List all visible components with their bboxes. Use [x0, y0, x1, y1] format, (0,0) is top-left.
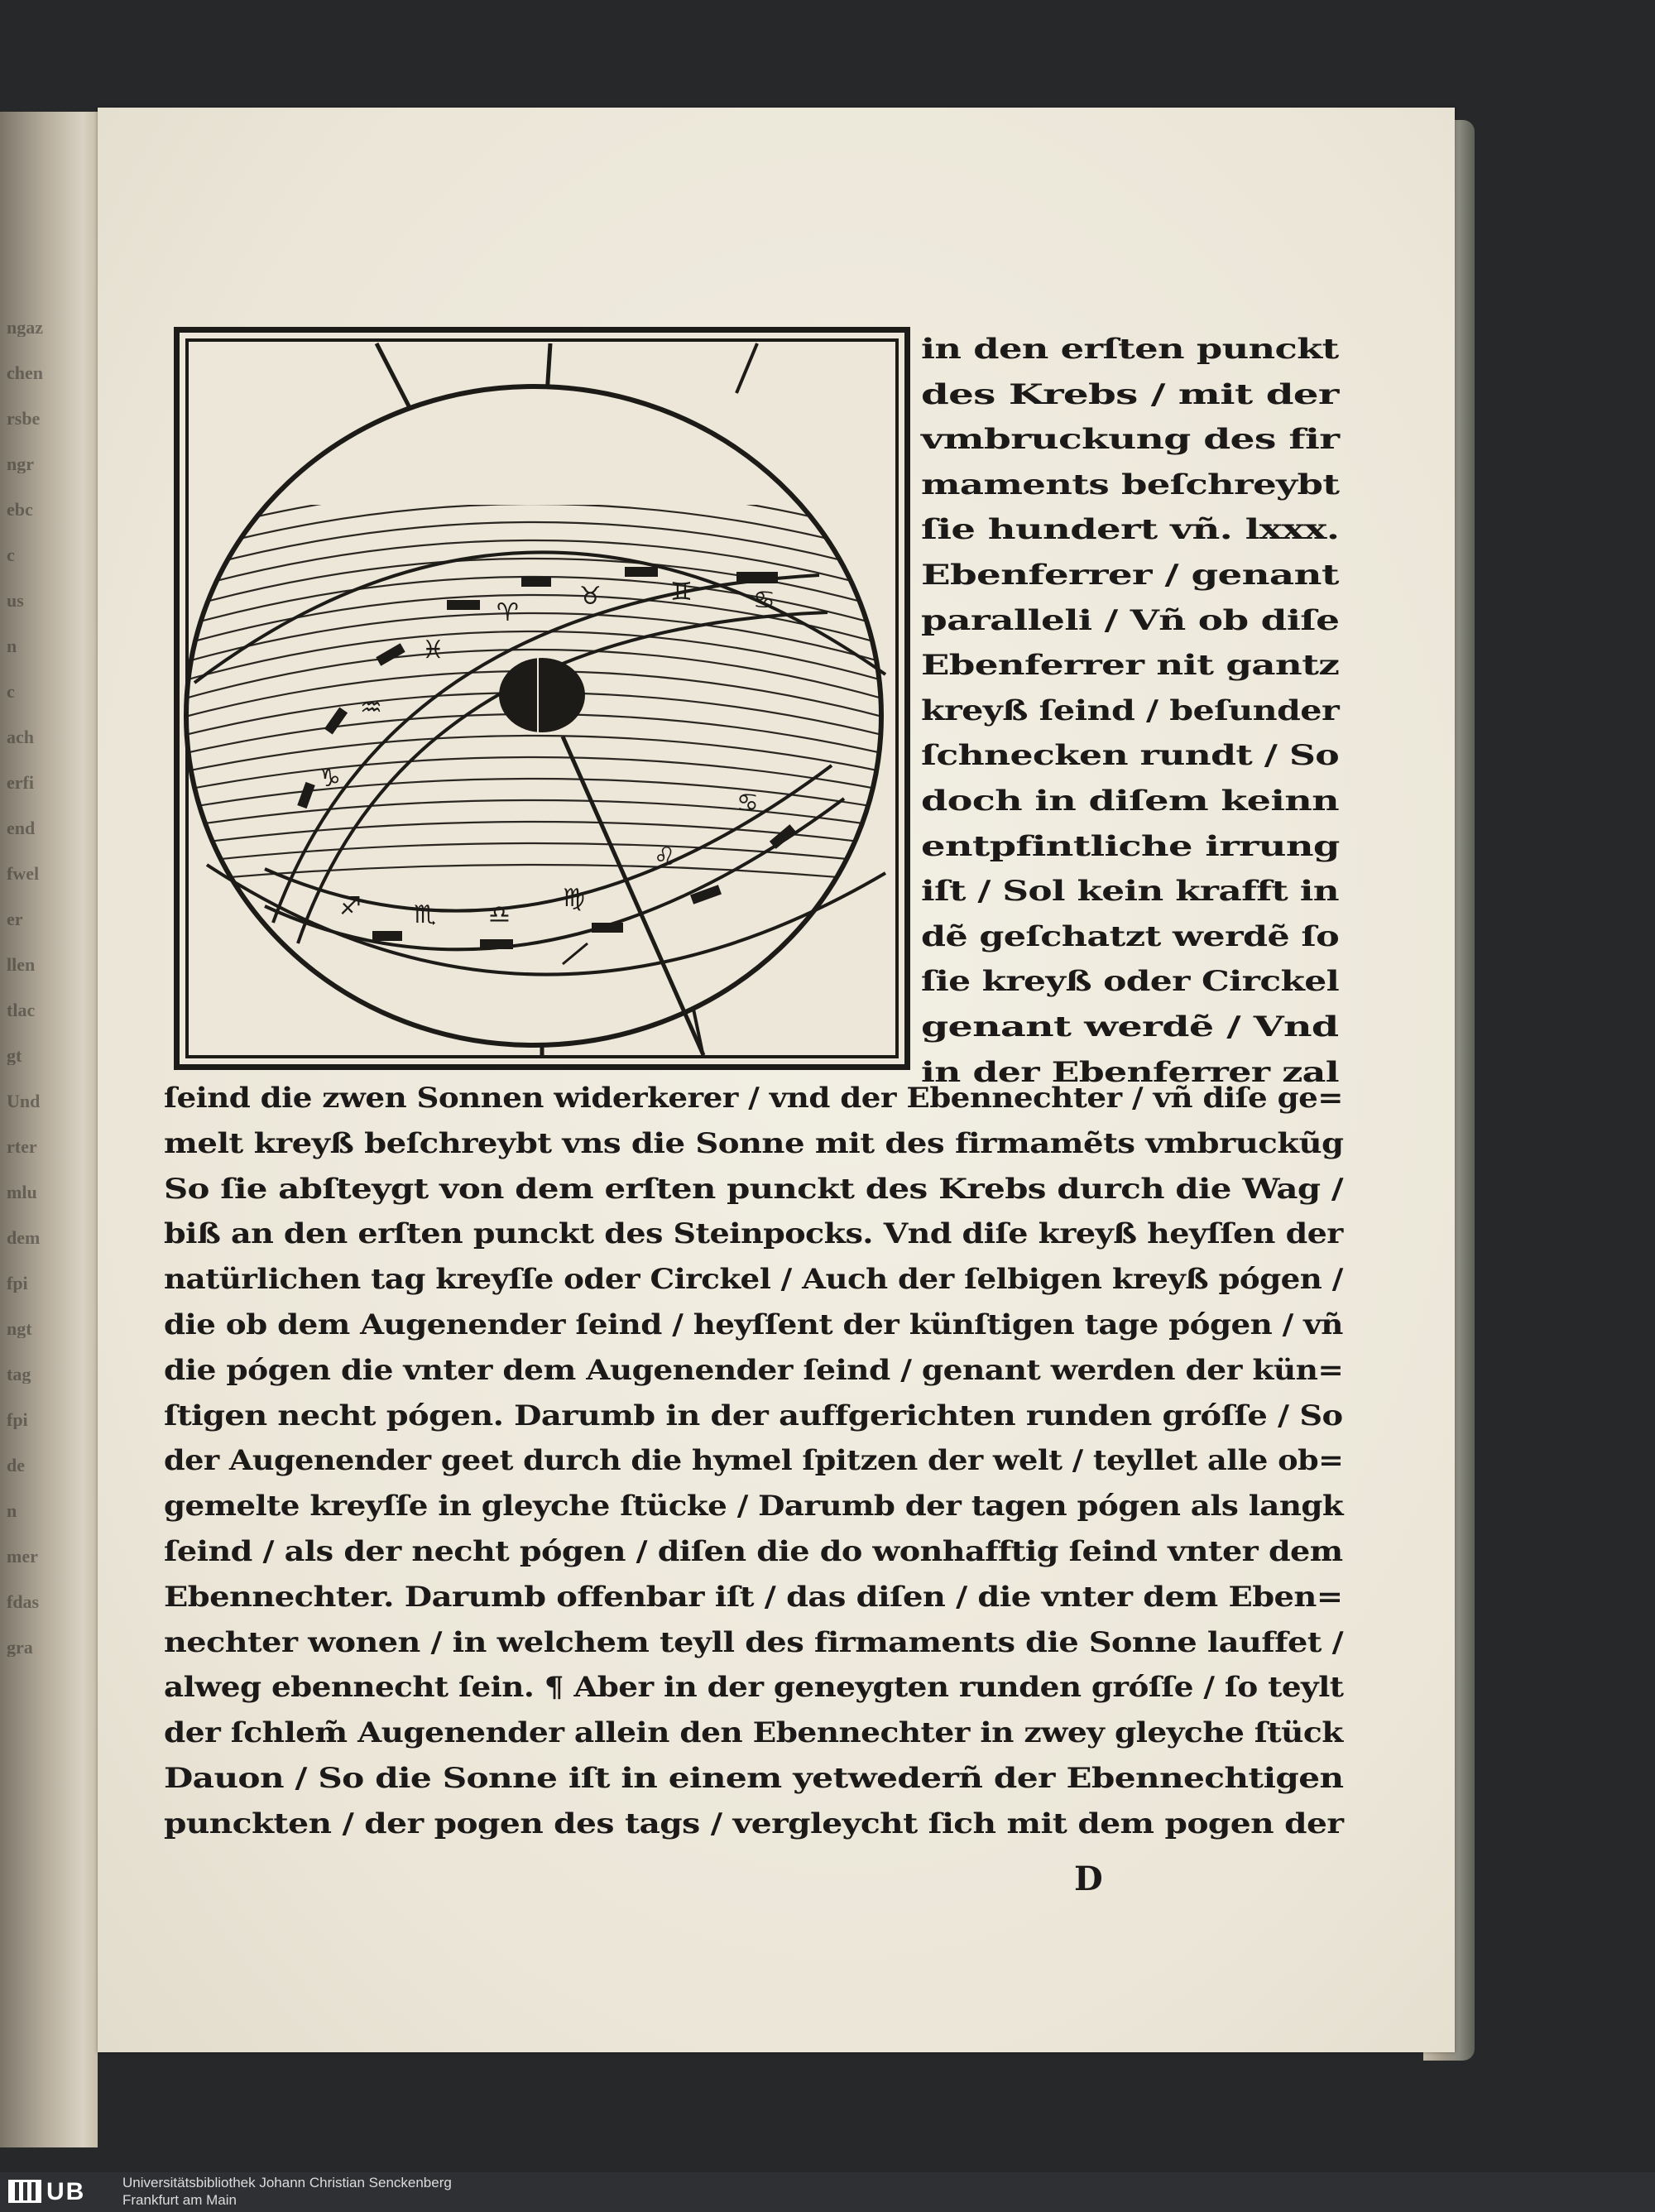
earth-globe — [499, 658, 585, 732]
zodiac-sign-capricorn: ♑ — [319, 764, 341, 793]
side-text-line: in den erſten punckt — [921, 333, 1339, 366]
zodiac-sign-virgo: ♍ — [563, 884, 585, 913]
side-text-line: entpfintliche irrung — [921, 829, 1340, 863]
zodiac-sign-scorpio: ♏ — [414, 900, 436, 929]
side-text-line: iſt / Sol kein krafft in — [921, 875, 1339, 909]
body-text-line: natürlichen tag kreyſſe oder Circkel / Auch der ſelbigen kreyß pógen / — [164, 1263, 1343, 1297]
left-page-fragment: rter — [7, 1138, 37, 1156]
zodiac-sign-gemini: ♊ — [670, 578, 693, 607]
ub-logo-icon — [8, 2180, 41, 2203]
side-text-line: dẽ geſchatzt werdẽ ſo — [921, 919, 1340, 953]
zodiac-sign-pisces: ♓ — [422, 636, 444, 665]
left-page-fragment: tag — [7, 1365, 31, 1384]
left-page-fragment: gt — [7, 1047, 22, 1065]
left-page-edge — [0, 112, 98, 2147]
zodiac-sign-aries: ♈ — [496, 598, 519, 627]
body-text-line: gemelte kreyſſe in gleyche ſtücke / Darumb der tagen pógen als langk — [164, 1490, 1344, 1523]
side-text-line: kreyß ſeind / beſunder — [921, 693, 1340, 727]
body-text-line: biß an den erſten punckt des Steinpocks. Vnd diſe kreyß heyſſen der — [164, 1217, 1343, 1251]
left-page-fragment: fwel — [7, 865, 40, 883]
side-text-line: des Krebs / mit der — [921, 377, 1339, 411]
body-text-line: ſeind die zwen Sonnen widerkerer / vnd der Ebennechter / vñ diſe ge= — [164, 1082, 1343, 1115]
left-page-fragment: fdas — [7, 1593, 40, 1611]
full-text-column — [164, 1076, 1355, 1847]
body-text-line: der Augenender geet durch die hymel ſpitzen der welt / teyllet alle ob= — [164, 1444, 1344, 1478]
left-page-fragment: us — [7, 592, 24, 610]
left-page-fragment: end — [7, 819, 36, 837]
side-text-line: doch in diſem keinn — [921, 784, 1339, 818]
side-text-line: paralleli / Vñ ob diſe — [921, 603, 1340, 637]
left-page-fragment: fpi — [7, 1411, 28, 1429]
woodcut-illustration — [174, 327, 910, 1070]
left-page-fragment: ngr — [7, 455, 34, 473]
left-page-fragment: ach — [7, 728, 34, 746]
left-page-fragment: chen — [7, 364, 43, 382]
left-page-fragment: mlu — [7, 1183, 37, 1202]
side-text-line: ſie hundert vñ. lxxx. — [921, 513, 1340, 547]
institution-name: Universitätsbibliothek Johann Christian Senckenberg — [122, 2175, 452, 2190]
left-page-fragment: llen — [7, 956, 36, 974]
left-page-fragment: er — [7, 910, 23, 928]
left-page-fragment: Und — [7, 1092, 41, 1111]
zodiac-sign-cancer: ♋ — [753, 586, 775, 615]
side-text-line: ſchnecken rundt / So — [921, 739, 1340, 773]
body-text-line: Dauon / So die Sonne iſt in einem yetwederñ der Ebennechtigen — [164, 1761, 1344, 1795]
left-page-fragment: de — [7, 1456, 25, 1475]
body-text-line: nechter wonen / in welchem teyll des firmaments die Sonne lauffet / — [164, 1625, 1344, 1659]
body-text-line: die ob dem Augenender ſeind / heyſſent der künſtigen tage pógen / vñ — [164, 1308, 1343, 1341]
institution-city: Frankfurt am Main — [122, 2192, 237, 2208]
body-text-line: punckten / der pogen des tags / vergleycht ſich mit dem pogen der — [164, 1807, 1344, 1840]
left-page-fragment: ngt — [7, 1320, 32, 1338]
body-text-line: melt kreyß beſchreybt vns die Sonne mit des firmamẽts vmbruckũg — [164, 1126, 1344, 1160]
left-page-fragment: c — [7, 683, 15, 701]
side-text-line: maments beſchreybt — [921, 468, 1340, 501]
book-page — [98, 108, 1455, 2052]
body-text-line: der ſchlem̃ Augenender allein den Ebennechter in zwey gleyche ſtück — [164, 1716, 1343, 1750]
left-page-fragment: gra — [7, 1639, 33, 1657]
side-text-line: ſie kreyß oder Circkel — [921, 965, 1340, 999]
body-text-line: Ebennechter. Darumb offenbar iſt / das diſen / die vnter dem Eben= — [164, 1580, 1343, 1614]
body-text-line: So ſie abſteygt von dem erſten punckt des Krebs durch die Wag / — [164, 1172, 1344, 1206]
zodiac-sign-taurus: ♉ — [579, 582, 602, 611]
left-page-fragment: ebc — [7, 501, 33, 519]
signature-mark: D — [1074, 1859, 1103, 1898]
side-text-line: Ebenferrer / genant — [921, 558, 1339, 592]
body-text-line: ſeind / als der necht pógen / diſen die do wonhafftig ſeind vnter dem — [164, 1534, 1343, 1568]
zodiac-sign-leo: ♌ — [654, 842, 676, 871]
library-footer — [0, 2172, 1655, 2212]
left-page-fragment: tlac — [7, 1001, 36, 1020]
zodiac-sign-libra: ♎ — [488, 900, 511, 929]
zodiac-sign-sagittarius: ♐ — [339, 892, 362, 921]
zodiac-sign-aquarius: ♒ — [360, 693, 382, 722]
armillary-woodcut — [174, 327, 910, 1070]
side-text-line: vmbruckung des fir — [921, 423, 1340, 457]
left-page-fragment: fpi — [7, 1274, 28, 1293]
body-text-line: alweg ebennecht ſein. ¶ Aber in der geneygten runden gróſſe / ſo teylt — [164, 1671, 1344, 1705]
left-page-fragment: n — [7, 1502, 17, 1520]
left-page-fragment: erfi — [7, 774, 34, 792]
left-page-fragment: ngaz — [7, 319, 43, 337]
left-page-fragment: c — [7, 546, 15, 564]
zodiac-sign-cancer-lower: ♋ — [736, 789, 759, 818]
side-text-column — [921, 327, 1351, 1095]
side-text-line: genant werdẽ / Vnd — [921, 1010, 1339, 1044]
left-page-fragment: n — [7, 637, 17, 655]
body-text-line: die pógen die vnter dem Augenender ſeind / genant werden der kün= — [164, 1353, 1344, 1387]
side-text-line: in der Ebenferrer zal — [921, 1055, 1339, 1089]
left-page-fragment: rsbe — [7, 410, 41, 428]
side-text-line: Ebenferrer nit gantz — [921, 649, 1340, 683]
ub-logo-text: UB — [46, 2178, 86, 2205]
body-text-line: ſtigen necht pógen. Darumb in der auffgerichten runden gróſſe / So — [164, 1399, 1343, 1432]
left-page-fragment: mer — [7, 1547, 38, 1566]
ub-logo — [8, 2177, 114, 2207]
left-page-fragment: dem — [7, 1229, 41, 1247]
